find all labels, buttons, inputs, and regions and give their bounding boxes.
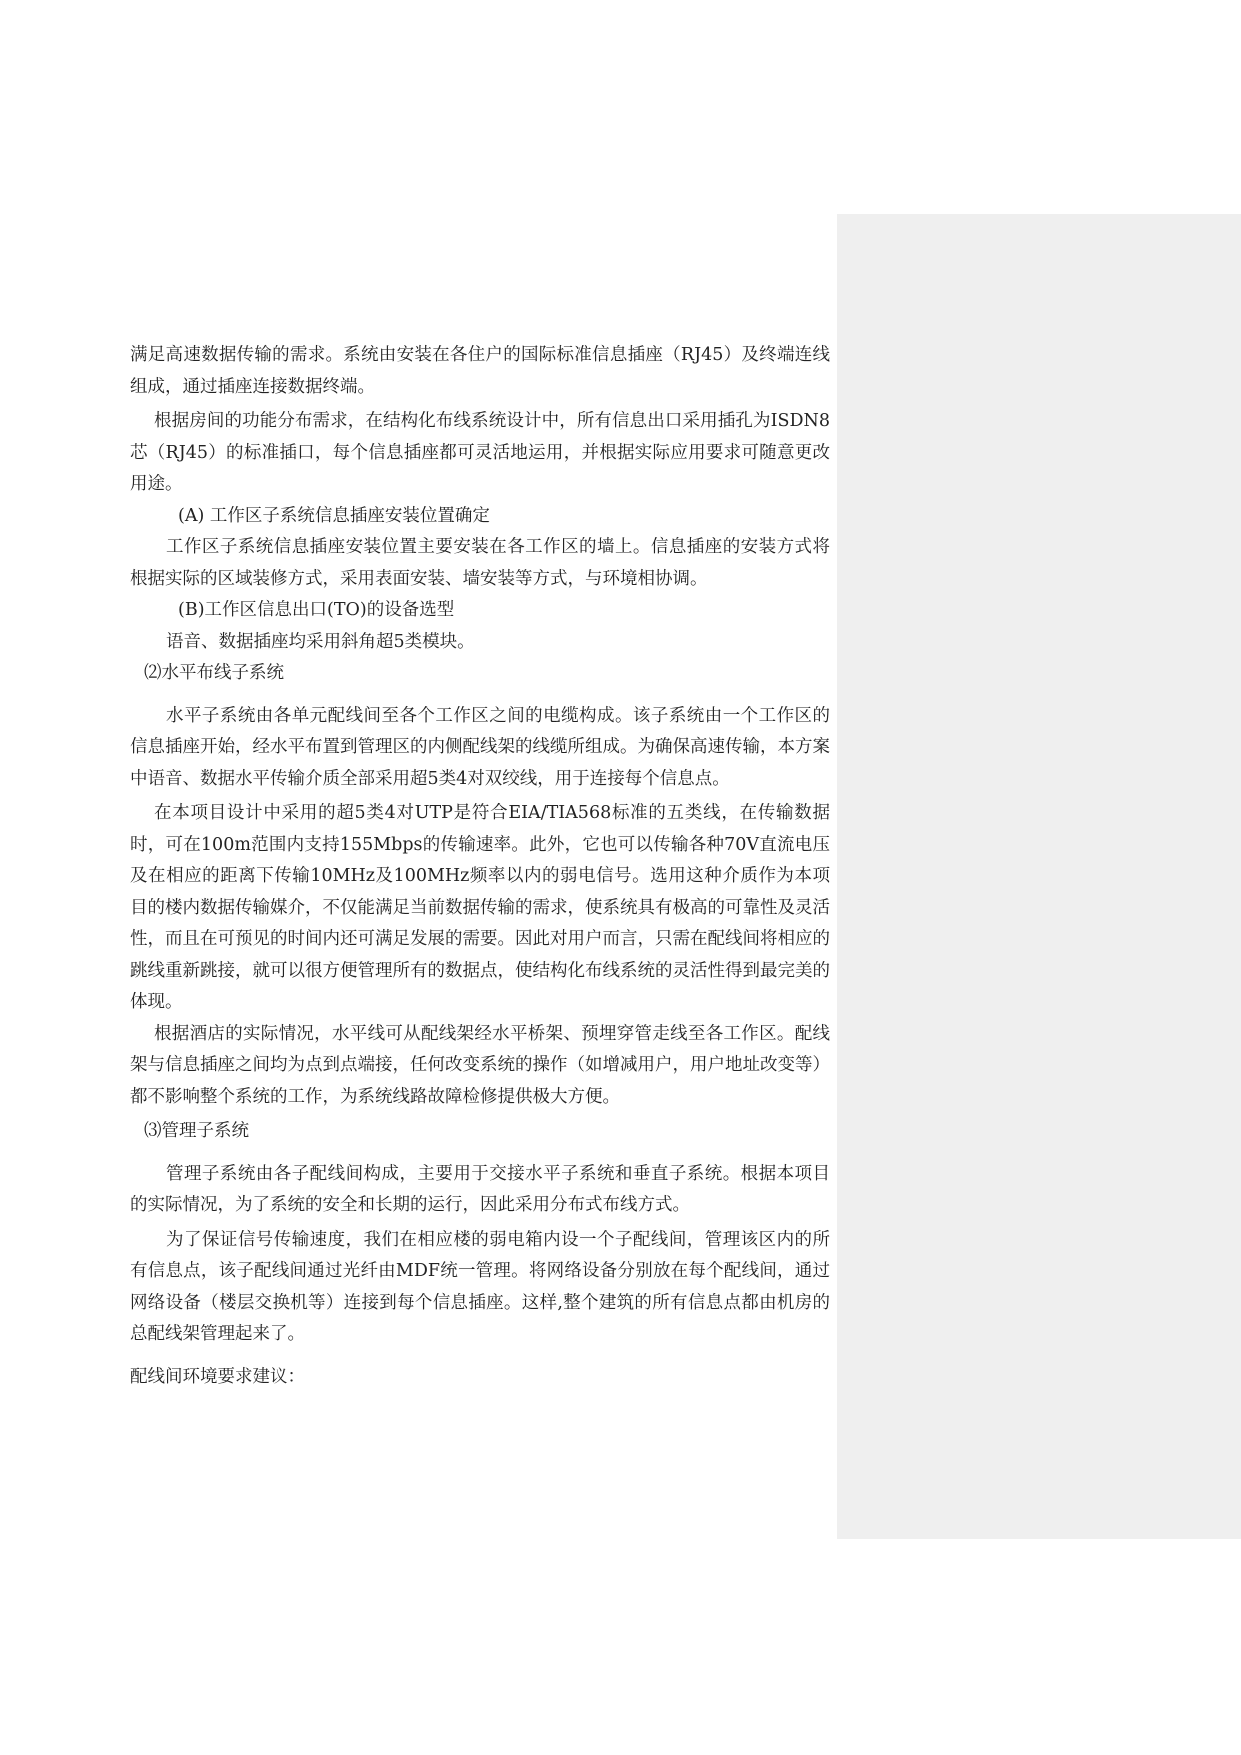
- paragraph-info-outlet: 根据房间的功能分布需求，在结构化布线系统设计中，所有信息出口采用插孔为ISDN8芯（RJ45）的标准插口，每个信息插座都可灵活地运用，并根据实际应用要求可随意更改用途。: [130, 411, 830, 494]
- document-body: [130, 340, 830, 1393]
- paragraph-horizontal: 水平子系统由各单元配线间至各个工作区之间的电缆构成。该子系统由一个工作区的信息插座开始，经水平布置到管理区的内侧配线架的线缆所组成。为确保高速传输，本方案中语音、数据水平传输介质全部采用超5类4对双绞线，用于连接每个信息点。: [130, 705, 830, 789]
- paragraph-module: 语音、数据插座均采用斜角超5类模块。: [166, 631, 475, 652]
- paragraph-intro: 满足高速数据传输的需求。系统由安装在各住户的国际标准信息插座（RJ45）及终端连线组成，通过插座连接数据终端。: [130, 345, 830, 397]
- paragraph-env: 配线间环境要求建议：: [130, 1366, 305, 1387]
- heading-b: (B)工作区信息出口(TO)的设备选型: [178, 600, 455, 620]
- comment-pane: [837, 214, 1241, 1539]
- paragraph-signal: 为了保证信号传输速度，我们在相应楼的弱电箱内设一个子配线间，管理该区内的所有信息点，该子配线间通过光纤由MDF统一管理。将网络设备分别放在每个配线间，通过网络设备（楼层交换机等）连接到每个信息插座。这样,整个建筑的所有信息点都由机房的总配线架管理起来了。: [130, 1229, 830, 1344]
- paragraph-hotel: 根据酒店的实际情况，水平线可从配线架经水平桥架、预埋穿管走线至各工作区。配线架与信息插座之间均为点到点端接，任何改变系统的操作（如增减用户，用户地址改变等）都不影响整个系统的工作，为系统线路故障检修提供极大方便。: [130, 1023, 830, 1107]
- paragraph-utp: 在本项目设计中采用的超5类4对UTP是符合EIA/TIA568标准的五类线，在传输数据时，可在100m范围内支持155Mbps的传输速率。此外，它也可以传输各种70V直流电压及在相应的距离下传输10MHz及100MHz频率以内的弱电信号。选用这种介质作为本项目的楼内数据传输媒介，不仅能满足当前数据传输的需求，使系统具有极高的可靠性及灵活性，而且在可预见的时间内还可满足发展的需要。因此对用户而言，只需在配线间将相应的跳线重新跳接，就可以很方便管理所有的数据点，使结构化布线系统的灵活性得到最完美的体现。: [130, 803, 830, 1012]
- paragraph-management: 管理子系统由各子配线间构成，主要用于交接水平子系统和垂直子系统。根据本项目的实际情况，为了系统的安全和长期的运行，因此采用分布式布线方式。: [130, 1163, 830, 1215]
- heading-horizontal: ⑵水平布线子系统: [144, 663, 284, 683]
- paragraph-work-area: 工作区子系统信息插座安装位置主要安装在各工作区的墙上。信息插座的安装方式将根据实际的区域装修方式，采用表面安装、墙安装等方式，与环境相协调。: [130, 537, 830, 589]
- heading-management: ⑶管理子系统: [144, 1121, 249, 1141]
- heading-a: (A) 工作区子系统信息插座安装位置确定: [178, 505, 490, 526]
